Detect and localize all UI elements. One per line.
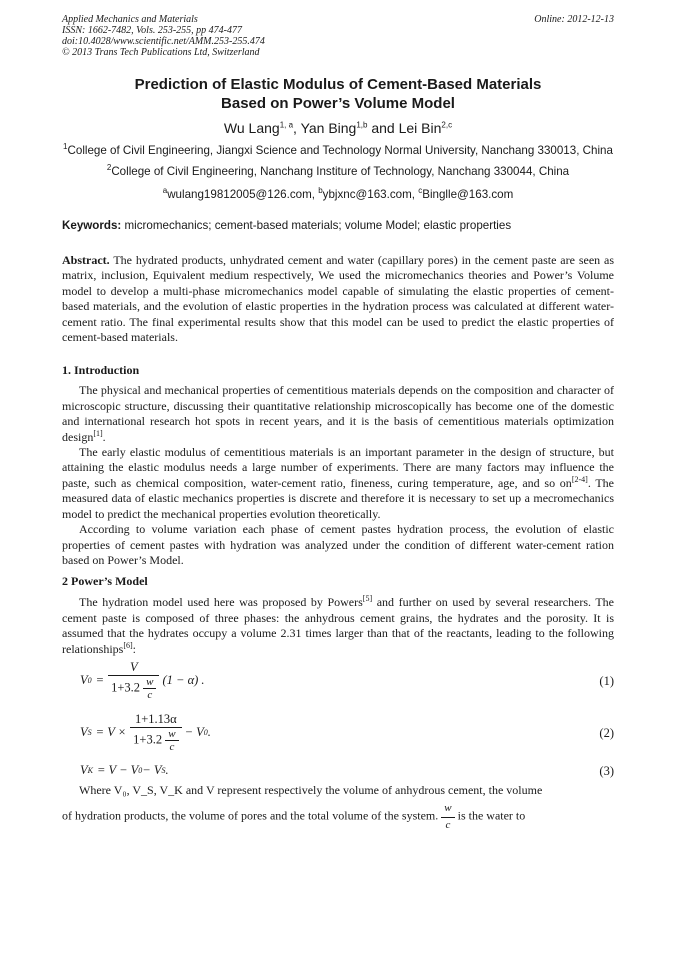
author-1: Wu Lang xyxy=(223,120,280,136)
title-line-1: Prediction of Elastic Modulus of Cement-Based Materials xyxy=(134,76,542,93)
power-model-paragraph: The hydration model used here was proposed by Powers[5] and further on used by several researchers. The cement paste is composed of three phases: the anhydrous cement grains, the hydrates and the porosity. It is assumed that the hydrates occupy a volume 2.31 times larger than that of the reactants, leading to the following relationships[6]: xyxy=(62,594,614,656)
intro-paragraph-3: According to volume variation each phase of cement pastes hydration process, the evolution of elastic properties of cement pastes with hydration was analyzed under the condition of different water-cement ration based on Power’s Model. xyxy=(62,522,614,567)
intro-paragraph-2: The early elastic modulus of cementitious materials is an important parameter in the design of structure, but attaining the elastic modulus needs a large number of experiments. There are many factors may influence the paste, such as chemical composition, water-cement ratio, fineness, curing temperature, age, and so on[2-4]. The measured data of elastic mechanics properties is discrete and therefore it is necessary to set up a mecromechanics model to predict the mechanical properties evolution theoretically. xyxy=(62,445,614,521)
equation-2-number: (2) xyxy=(599,725,614,740)
journal-header xyxy=(62,14,614,58)
citation-1[interactable]: [1] xyxy=(93,428,103,438)
keywords-label: Keywords: xyxy=(62,219,122,232)
journal-name: Applied Mechanics and Materials xyxy=(62,14,198,25)
email-3[interactable]: Binglle@163.com xyxy=(422,188,514,201)
paper-title xyxy=(62,75,614,113)
intro-paragraph-1: The physical and mechanical properties of cementitious materials depends on the composition and character of microscopic structure, discussing their quantitative relationship microscopically has become one of the domestic and international research hot spots in recent years, and it is the basis of cementitious materials optimization design[1]. xyxy=(62,383,614,444)
title-line-2: Based on Power’s Volume Model xyxy=(221,95,455,112)
equation-3-number: (3) xyxy=(599,763,614,778)
abstract-label: Abstract. xyxy=(62,253,110,267)
issn-line: ISSN: 1662-7482, Vols. 253-255, pp 474-477 xyxy=(62,25,242,36)
wc-ratio-fraction: $\frac{w}{c}$ xyxy=(441,801,454,833)
citation-5[interactable]: [5] xyxy=(362,594,373,604)
abstract xyxy=(62,253,614,345)
keywords-text: micromechanics; cement-based materials; volume Model; elastic properties xyxy=(124,219,512,232)
online-date: Online: 2012-12-13 xyxy=(534,14,614,25)
author-3-affil: 2,c xyxy=(441,120,453,130)
email-1[interactable]: wulang19812005@126.com, xyxy=(167,188,315,201)
author-2-affil: 1,b xyxy=(356,120,368,130)
affiliation-1: $^1$College of Civil Engineering, Jiangxi Science and Technology Normal University, Nanchang 330013, China xyxy=(63,142,613,157)
doi-line[interactable]: doi:10.4028/www.scientific.net/AMM.253-255.474 xyxy=(62,36,265,47)
publication-info xyxy=(62,14,265,58)
equation-3: V K = V − V 0 − V S . (3) xyxy=(80,762,614,778)
author-list: Wu Lang$^{1, a}$, Yan Bing$^{1,b}$ and Lei Bin$^{2,c}$ xyxy=(223,120,453,136)
author-2: Yan Bing xyxy=(300,120,357,136)
citation-6[interactable]: [6] xyxy=(123,640,133,650)
author-3: Lei Bin xyxy=(398,120,442,136)
equation-1: V 0 = V 1+3.2 $\frac{w}{c}$ (1 − α) . (1) xyxy=(80,659,614,701)
abstract-text: The hydrated products, unhydrated cement and water (capillary pores) in the cement paste are seen as matrix, inclusion, Equivalent medium respectively, We used the micromechanics theories and Power’s Volume model to develop a multi-phase micromechanics model capable of simulating the elastic properties of cement-based materials, and the evolution of elastic properties in the hydration process was calculated at different water-cement ratio. The final experimental results show that this model can be used to predict the elastic properties of cement-based materials. xyxy=(62,253,614,345)
copyright-line: © 2013 Trans Tech Publications Ltd, Switzerland xyxy=(62,47,260,58)
tail-line-1: Where V₀, V_S, V_K and V represent respectively the volume of anhydrous cement, the volume xyxy=(79,782,543,797)
equation-2: V S = V × 1+1.13α 1+3.2 $\frac{w}{c}$ − V 0 . (2) xyxy=(80,711,614,753)
tail-line-2: of hydration products, the volume of pores and the total volume of the system. $\frac{w}{c}$ is the water to xyxy=(62,801,614,833)
section-2-heading: 2 Power’s Model xyxy=(62,574,148,589)
eq2-fraction: 1+1.13α 1+3.2 $\frac{w}{c}$ xyxy=(130,712,181,753)
eq1-fraction: V 1+3.2 $\frac{w}{c}$ xyxy=(108,660,159,701)
citation-2-4[interactable]: [2-4] xyxy=(571,474,588,484)
affiliation-2: $^2$College of Civil Engineering, Nanchang Institure of Technology, Nanchang 330044, China xyxy=(106,163,570,178)
author-1-affil: 1, a xyxy=(279,120,294,130)
keywords xyxy=(62,218,614,233)
equation-1-number: (1) xyxy=(599,673,614,688)
section-1-heading: 1. Introduction xyxy=(62,363,140,378)
email-list: $^a$wulang19812005@126.com, $^b$ybjxnc@163.com, $^c$Binglle@163.com xyxy=(162,186,514,201)
email-2[interactable]: ybjxnc@163.com, xyxy=(322,188,415,201)
paper-page xyxy=(62,14,614,833)
